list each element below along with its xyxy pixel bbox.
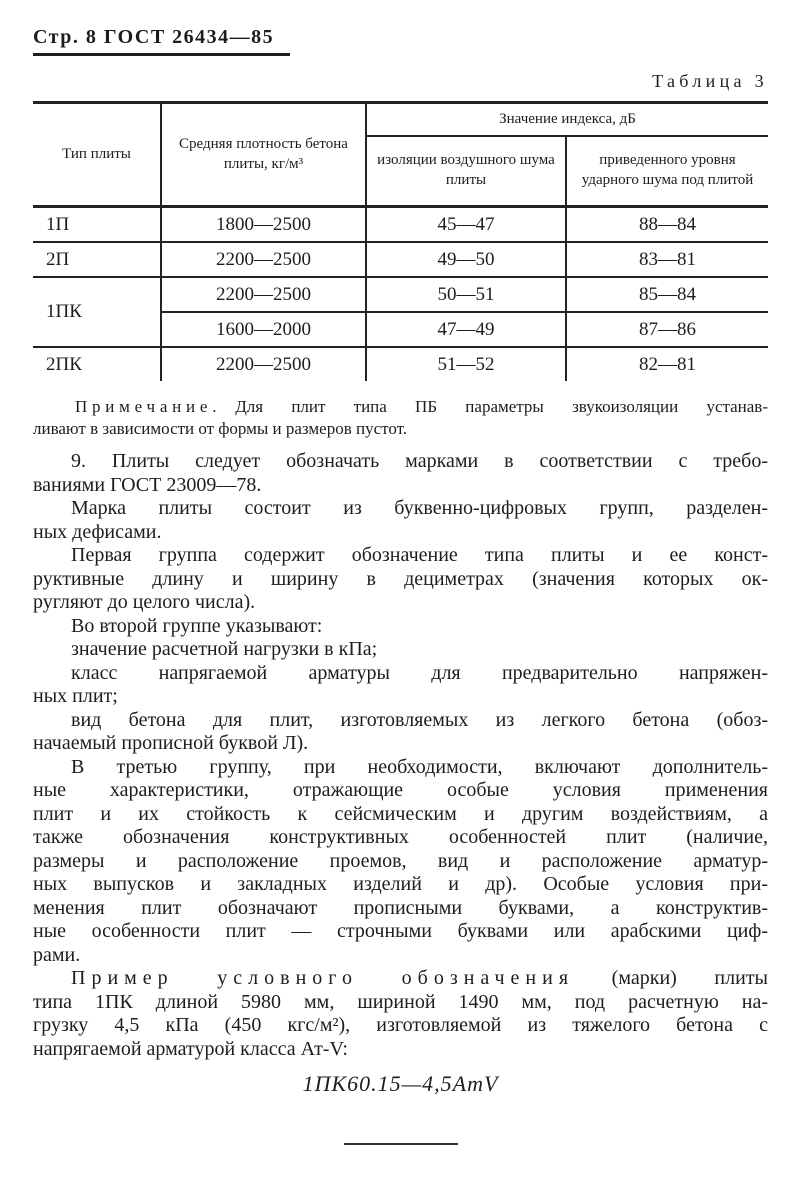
col-header-impact: приведенного уровня ударного шума под плитой — [566, 136, 768, 207]
cell-plate-type: 1ПК — [33, 277, 161, 347]
cell-airborne-index: 50—51 — [366, 277, 566, 312]
text-line: начаемый прописной буквой Л). — [33, 732, 309, 754]
text-line: ные характеристики, отражающие особые условия применения — [33, 779, 768, 801]
paragraph — [33, 497, 768, 544]
table-body — [33, 207, 768, 382]
text-line: ные особенности плит — строчными буквами или арабскими циф- — [33, 920, 768, 942]
cell-impact-index: 85—84 — [566, 277, 768, 312]
table-row — [33, 207, 768, 243]
text-line: В третью группу, при необходимости, включают дополнитель- — [71, 755, 768, 778]
paragraph — [33, 662, 768, 709]
marking-example: 1ПК60.15—4,5АтV — [302, 1071, 499, 1096]
paragraph — [33, 756, 768, 968]
text-line: Пример условного обозначения (марки) плиты — [71, 967, 768, 989]
table-3 — [33, 101, 768, 381]
text-line: руктивные длину и ширину в дециметрах (значения которых ок- — [33, 567, 768, 590]
text-line: Во второй группе указывают: — [71, 614, 323, 637]
cell-airborne-index: 49—50 — [366, 242, 566, 277]
note-label: Примечание. — [75, 397, 222, 416]
paragraph — [33, 638, 768, 662]
col-header-airborne: изоляции воздушного шума плиты — [366, 136, 566, 207]
text-line: ваниями ГОСТ 23009—78. — [33, 473, 262, 496]
text-line: менения плит обозначают прописными буквами, а конструктив- — [33, 896, 768, 919]
paragraph — [33, 709, 768, 756]
cell-airborne-index: 45—47 — [366, 207, 566, 243]
table-caption: Таблица 3 — [652, 71, 768, 91]
text-line: ных дефисами. — [33, 520, 162, 543]
cell-impact-index: 87—86 — [566, 312, 768, 347]
cell-plate-type: 2ПК — [46, 353, 82, 375]
cell-density: 1800—2500 — [161, 207, 366, 243]
table-row — [33, 277, 768, 312]
text-line: ных плит; — [33, 685, 118, 707]
text-line: 9. Плиты следует обозначать марками в соответствии с требо- — [71, 450, 768, 472]
cell-density: 2200—2500 — [161, 347, 366, 381]
text-line: также обозначения конструктивных особенностей плит (наличие, — [33, 826, 768, 848]
page-header-text: Стр. 8 ГОСТ 26434—85 — [33, 26, 290, 56]
cell-density: 1600—2000 — [161, 312, 366, 347]
cell-density: 2200—2500 — [161, 277, 366, 312]
text-line: Марка плиты состоит из буквенно-цифровых групп, разделен- — [71, 497, 768, 519]
col-header-index-group: Значение индекса, дБ — [366, 103, 768, 137]
text-line: класс напрягаемой арматуры для предварительно напряжен- — [71, 661, 768, 684]
text-line: плит и их стойкость к сейсмическим и другим воздействиям, а — [33, 802, 768, 825]
letterspaced-lead: Пример условного обозначения — [71, 967, 575, 989]
text-line: ругляют до целого числа). — [33, 591, 256, 613]
text-line: размеры и расположение проемов, вид и расположение арматур- — [33, 849, 768, 872]
text-line: Первая группа содержит обозначение типа плиты и ее конст- — [71, 544, 768, 566]
paragraph — [33, 615, 768, 639]
cell-airborne-index: 47—49 — [366, 312, 566, 347]
cell-impact-index: 88—84 — [566, 207, 768, 243]
text-line: вид бетона для плит, изготовляемых из легкого бетона (обоз- — [71, 708, 768, 731]
cell-impact-index: 82—81 — [566, 347, 768, 381]
table-row — [33, 347, 768, 381]
table-header-row-1 — [33, 103, 768, 137]
col-header-density: Средняя плотность бетона плиты, кг/м³ — [161, 103, 366, 207]
table-row — [33, 242, 768, 277]
paragraph — [33, 450, 768, 497]
body-text — [33, 450, 768, 1061]
text-line: ных выпусков и закладных изделий и др). Особые условия при- — [33, 873, 768, 895]
table-note — [33, 396, 768, 439]
cell-airborne-index: 51—52 — [366, 347, 566, 381]
end-rule — [344, 1143, 458, 1145]
paragraph — [33, 967, 768, 1061]
cell-impact-index: 83—81 — [566, 242, 768, 277]
text-line: грузку 4,5 кПа (450 кгс/м²), изготовляемой из тяжелого бетона с — [33, 1014, 768, 1036]
cell-density: 2200—2500 — [161, 242, 366, 277]
page-header — [33, 26, 768, 56]
note-line-1 — [33, 396, 768, 418]
text-line: рами. — [33, 943, 81, 966]
col-header-type: Тип плиты — [33, 103, 161, 207]
text-line: значение расчетной нагрузки в кПа; — [71, 638, 378, 660]
cell-plate-type: 1П — [33, 207, 161, 243]
note-line-2: ливают в зависимости от формы и размеров пустот. — [33, 418, 408, 438]
text-line: типа 1ПК длиной 5980 мм, шириной 1490 мм, под расчетную на- — [33, 990, 768, 1013]
cell-plate-type: 2П — [33, 242, 161, 277]
text-line: напрягаемой арматурой класса Ат-V: — [33, 1037, 348, 1060]
note-line-1-text: Для плит типа ПБ параметры звукоизоляции устанав- — [235, 397, 768, 416]
paragraph — [33, 544, 768, 615]
